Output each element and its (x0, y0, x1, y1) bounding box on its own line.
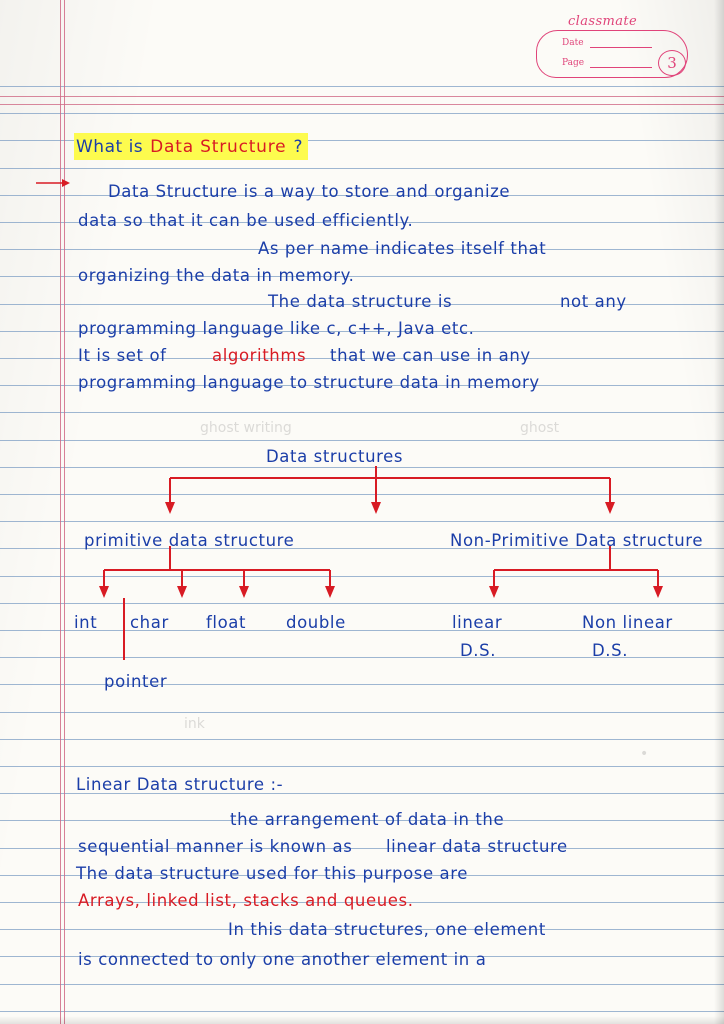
tree-level1-label: Non-Primitive Data structure (450, 531, 704, 550)
tree-leaf-label: pointer (104, 672, 168, 691)
tree-leaf-label: char (130, 613, 169, 632)
rule-line (0, 113, 724, 114)
page-title (74, 133, 308, 160)
handwritten-line: algorithms (212, 346, 307, 365)
page-edge-shadow (714, 0, 724, 1024)
tree-level1-label: primitive data structure (84, 531, 295, 550)
faint-mark: • (640, 746, 649, 762)
margin-line-left-inner (64, 0, 65, 1024)
handwritten-line: linear data structure (386, 837, 568, 856)
classmate-letterhead (520, 14, 700, 80)
rule-line (0, 440, 724, 441)
handwritten-line: Arrays, linked list, stacks and queues. (78, 891, 414, 910)
tree-leaf-label: D.S. (460, 641, 497, 660)
margin-line-left-outer (60, 0, 61, 1024)
tree-leaf-label: float (206, 613, 247, 632)
faint-mark: ghost (520, 420, 560, 436)
rule-line (0, 86, 724, 87)
rule-line (0, 168, 724, 169)
page-title-part3: ? (293, 136, 303, 157)
date-label: Date (562, 38, 584, 48)
rule-line (0, 494, 724, 495)
page-title-part2: Data Structure (150, 136, 287, 157)
handwritten-line: sequential manner is known as (78, 837, 353, 856)
handwritten-line: not any (560, 292, 627, 311)
handwritten-line: the arrangement of data in the (230, 810, 505, 829)
handwritten-line: Data Structure is a way to store and organize (108, 182, 511, 201)
faint-mark: ghost writing (200, 420, 292, 436)
tree-leaf-label: linear (452, 613, 503, 632)
rule-line (0, 1011, 724, 1012)
rule-line (0, 739, 724, 740)
handwritten-line: data so that it can be used efficiently. (78, 211, 414, 230)
rule-line (0, 521, 724, 522)
rule-line (0, 576, 724, 577)
faint-mark: ink (184, 716, 205, 732)
red-arrow-icon (36, 176, 70, 190)
tree-leaf-label: D.S. (592, 641, 629, 660)
section-title-linear-ds: Linear Data structure :- (76, 775, 284, 794)
page-bottom-shadow (0, 1016, 724, 1024)
page-write-line (590, 67, 652, 68)
page-number: 3 (658, 50, 686, 76)
handwritten-line: In this data structures, one element (228, 920, 546, 939)
handwritten-line: programming language to structure data in memory (78, 373, 540, 392)
rule-line (0, 712, 724, 713)
handwritten-line: It is set of (78, 346, 167, 365)
page-title-part1: What is (76, 136, 144, 157)
rule-line (0, 766, 724, 767)
tree-root-label: Data structures (266, 447, 404, 466)
header-rule-line (0, 104, 724, 105)
rule-line (0, 467, 724, 468)
tree-leaf-label: double (286, 613, 346, 632)
handwritten-line: is connected to only one another element in a (78, 950, 487, 969)
tree-leaf-label: int (74, 613, 98, 632)
handwritten-line: programming language like c, c++, Java etc. (78, 319, 475, 338)
classmate-brand: classmate (568, 14, 638, 29)
date-write-line (590, 47, 652, 48)
handwritten-line: organizing the data in memory. (78, 266, 355, 285)
header-rule-line (0, 96, 724, 97)
handwritten-line: that we can use in any (330, 346, 531, 365)
rule-line (0, 412, 724, 413)
handwritten-line: As per name indicates itself that (258, 239, 547, 258)
rule-line (0, 603, 724, 604)
handwritten-line: The data structure is (268, 292, 453, 311)
rule-line (0, 984, 724, 985)
tree-leaf-label: Non linear (582, 613, 673, 632)
handwritten-line: The data structure used for this purpose are (76, 864, 469, 883)
page-label: Page (562, 58, 585, 68)
